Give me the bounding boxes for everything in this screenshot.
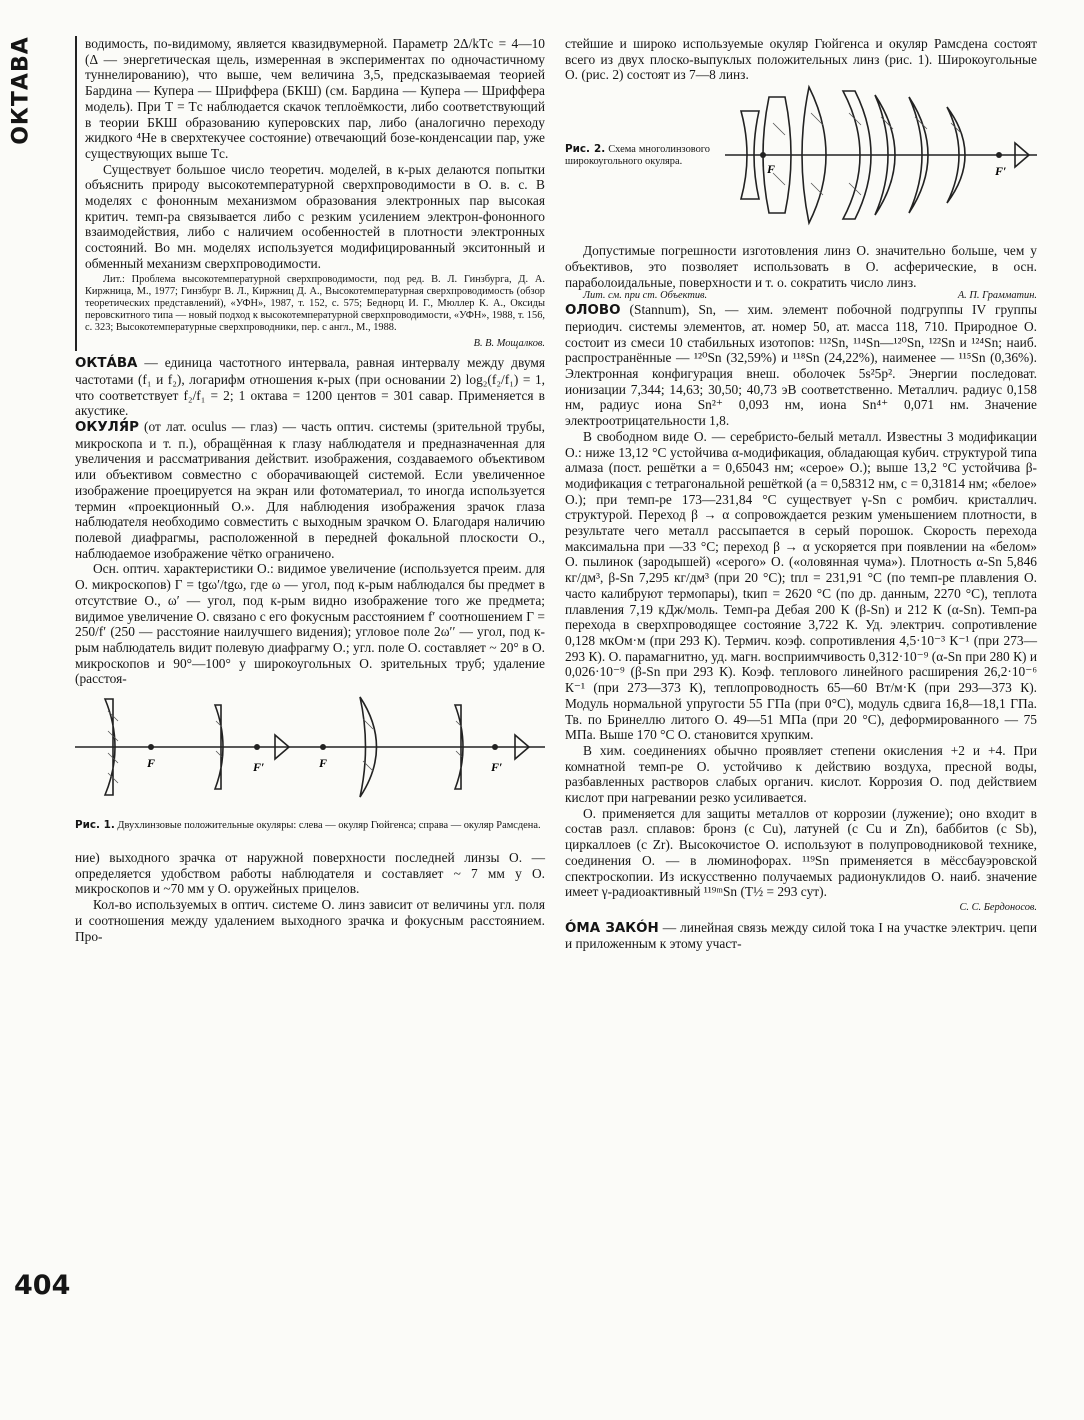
eyepieces-diagram	[75, 691, 545, 819]
focus-label: F′	[995, 164, 1007, 179]
literature: Лит. см. при ст. Объектив.	[583, 290, 708, 302]
figure-caption: Рис. 2. Схема многолинзового широкоугольного окуляра.	[565, 143, 710, 168]
entry-body: (от лат. oculus — глаз) — часть оптич. системы (зрительной трубы, микроскопа и т. п.), обращённая к глазу наблюдателя и предназначенная для увеличения и рассматривания действит. изображения, создаваемого объективом или объективом совместно с оборачивающей системой. Если увеличенное изображение проецируется на экран или фотоматериал, то иногда используется термин «проекционный О.». Для наблюдения изображения зрачок глаза наблюдателя необходимо совместить с выходным зрачком О. Благодаря наличию полевой диафрагмы, расположенной в передней фокальной плоскости О., наблюдаемое изображение чётко ограничено.	[75, 419, 545, 561]
ref-block	[75, 36, 545, 351]
entry-headword: ОЛОВО	[565, 303, 621, 319]
entry-body: — линейная связь между силой тока I на участке электрич. цепи и приложенным к этому участ-	[565, 919, 1037, 952]
entry-body: (Stannum), Sn, — хим. элемент побочной подгруппы IV группы периодич. системы элементов, ат. номер 50, ат. масса 118, 710. Природное О. состоит из смеси 10 стабильных изотопов: ¹¹²Sn, ¹¹⁴Sn—¹²⁰Sn, ¹²²Sn и ¹²⁴Sn; наиб. распространённые — ¹²⁰Sn (32,59%) и ¹¹⁸Sn (24,22%), наименее — ¹¹⁵Sn (0,36%). Электронная конфигурация внеш. оболочек 5s²5p². Энергии последоват. ионизации 7,344; 14,63; 30,50; 40,73 эВ соответственно. Металлич. радиус 0,158 нм, радиус иона Sn²⁺ 0,093 нм, иона Sn⁴⁺ 0,071 нм. Значение электроотрицательности 1,8.	[565, 302, 1037, 429]
literature: Лит.: Проблема высокотемпературной сверхпроводимости, под ред. В. Л. Гинзбурга, Д. А. Киржница, М., 1977; Гинзбург В. Л., Киржниц Д. А., Высокотемпературная сверхпроводимость (обзор теоретических представлений), «УФН», 1987, т. 152, с. 575; Беднорц И. Г., Мюллер К. А., Оксиды перовскитного типа — новый подход к высокотемпературной сверхпроводимости, «УФН», 1988, т. 156, с. 323; Высокотемпературные сверхпроводники, пер. с англ., М., 1988.	[85, 273, 545, 333]
wide-angle-eyepiece-diagram	[725, 83, 1037, 233]
author-signature: А. П. Грамматин.	[957, 290, 1037, 302]
entry-headword: ОКТÁВА	[75, 356, 138, 372]
paragraph: В свободном виде О. — серебристо-белый металл. Известны 3 модификации О.: ниже 13,12 °С устойчива α-модификация, обладающая кубич. структурой типа алмаза (пост. решётки a = 0,65043 нм; «серое» О.); выше 13,2 °С устойчива β-модификация с тетрагональной решёткой (a = 0,58312 нм, c = 0,31814 нм; «белое» О.); при темп-ре 173—231,84 °С существует γ-Sn с ромбич. кристаллич. структурой. Переход β → α сопровождается резким уменьшением плотности, в результате чего металл рассыпается в серый порошок. Скорость перехода максимальна при —33 °С; переход β → α ускоряется при появлении на «белом» О. пылинок (зародышей) «серого» О. («оловянная чума»). Плотность α-Sn 5,846 кг/дм³, β-Sn 7,295 кг/дм³ (при 20 °С); tпл = 231,91 °С (по темп-ре плавления О. часто калибруют термопары), tкип = 2620 °С (по др. данным, 2270 °С), теплота плавления 7,19 кДж/моль. Темп-ра Дебая 200 К (β-Sn) и 212 К (α-Sn). Темп-ра перехода в сверхпроводящее состояние 3,722 К. Уд. электрич. сопротивление 0,128 мкОм·м (при 293 К). Термич. коэф. сопротивления 4,5·10⁻³ К⁻¹ (при 273—293 К). О. парамагнитно, уд. магн. восприимчивость 0,312·10⁻⁹ (α-Sn при 280 К) и 0,026·10⁻⁹ (β-Sn при 293 К). Коэф. теплового линейного расширения 26,2·10⁻⁶ К⁻¹ (при 273—373 К), теплопроводность 65—60 Вт/м·К (при 293—373 К). Модуль нормальной упругости 55 ГПа (при 0°С), модуль сдвига 16,8—18,1 ГПа. Тв. по Бринеллю литого О. 49—51 МПа (при 20 °С), деформированного — 75 МПа. Выше 170 °С О. становится хрупким.	[565, 428, 1037, 743]
entry-headword: ОКУЛЯ́Р	[75, 420, 139, 436]
focus-label: F	[319, 756, 328, 771]
focus-label: F	[767, 162, 776, 177]
figure-2	[565, 83, 1037, 233]
paragraph: ние) выходного зрачка от наружной поверхности последней линзы О. — определяется удобством работы наблюдателя и составляет ~ 7 мм у О. микроскопов и ~70 мм у О. оружейных прицелов.	[75, 850, 545, 897]
paragraph: Существует большое число теоретич. моделей, в к-рых делаются попытки объяснить природу высокотемпературной сверхпроводимости в О. в. с. В моделях с фононным механизмом образования электронных пар высокая критич. темп-ра связывается либо с резким усилением электрон-фононного взаимодействия, либо с наличием особенностей в плотности электронных состояний. Во мн. моделях используется модифицированный экситонный и обменный механизм сверхпроводимости.	[85, 161, 545, 271]
page-number: 404	[14, 1270, 71, 1301]
author-signature: В. В. Мощалков.	[473, 337, 545, 349]
figure-caption: Рис. 1. Двухлинзовые положительные окуляры: слева — окуляр Гюйгенса; справа — окуляр Рамсдена.	[75, 819, 541, 832]
paragraph: Осн. оптич. характеристики О.: видимое увеличение (используется преим. для О. микроскопов) Г = tgω′/tgω, где ω — угол, под к-рым наблюдался бы предмет в отсутствие О., ω′ — угол, под к-рым видно изображение того же предмета; видимое увеличение О. связано с его фокусным расстоянием f′ соотношением Г = 250/f′ (250 — расстояние наилучшего видения); угловое поле 2ω′′ — угол, под к-рым наблюдатель видит полевую диафрагму О.; угл. поле О. составляет ~ 20° в О. микроскопов и 90°—100° у широкоугольных О. зрительных труб; удаление (расстоя-	[75, 561, 545, 687]
entry-headword: ÓМА ЗАКÓН	[565, 920, 659, 936]
entry-body: — единица частотного интервала, равная интервалу между двумя частотами (f₁ и f₂), логарифм отношения к-рых (при основании 2) log₂(f₂/f₁) = 1, что соответствует f₂/f₁ = 2; 1 октава = 1200 центов = 301 савар. Применяется в акустике.	[75, 355, 545, 419]
right-column	[565, 36, 1037, 952]
author-signature: С. С. Бердоносов.	[959, 901, 1037, 913]
paragraph: О. применяется для защиты металлов от коррозии (лужение); оно входит в состав разл. сплавов: бронз (с Cu), латуней (с Cu и Zn), баббитов (с Sb), циркаллоев (с Zr). Высокочистое О. используют в полупроводниковой технике, соединения О. — в люминофорах. ¹¹⁹Sn применяется в мёссбауэровской спектроскопии. Из искусственно получаемых радионуклидов О. наиб. значение имеет γ-радиоактивный ¹¹⁹ᵐSn (T½ = 293 сут).	[565, 805, 1037, 900]
focus-label: F	[147, 756, 156, 771]
figure-1	[75, 691, 545, 819]
focus-label: F′	[253, 760, 265, 775]
paragraph: водимость, по-видимому, является квазидвумерной. Параметр 2Δ/kTс = 4—10 (Δ — энергетическая щель, измеренная в экспериментах по одночастичному туннелированию), что выше, чем величина 3,5, предсказываемая теорией Бардина — Купера — Шриффера (БКШ) (см. Бардина — Купера — Шриффера модель). При T = Tс наблюдается скачок теплоёмкости, либо соответствующий в теории БКШ образованию куперовских пар, либо (аналогично переходу жидкого ⁴Не в сверхтекучее состояние) отвечающий бозе-конденсации пар, уже существующих выше Tс.	[85, 36, 545, 161]
paragraph: Допустимые погрешности изготовления линз О. значительно больше, чем у объективов, это позволяет использовать в О. асферические, в осн. параболоидальные, поверхности и т. о. сократить число линз.	[565, 243, 1037, 290]
paragraph: Кол-во используемых в оптич. системе О. линз зависит от величины угл. поля и соотношения между удалением выходного зрачка и фокусным расстоянием. Про-	[75, 897, 545, 944]
left-column	[75, 36, 545, 944]
running-head: ОКТАВА	[8, 36, 34, 145]
paragraph: В хим. соединениях обычно проявляет степени окисления +2 и +4. При комнатной темп-ре О. устойчиво к действию воздуха, пресной воды, разбавленных растворов слабых органич. кислот. Коррозия О. под действием кислот при нагревании резко усиливается.	[565, 742, 1037, 806]
paragraph: стейшие и широко используемые окуляр Гюйгенса и окуляр Рамсдена состоят всего из двух плоско-выпуклых положительных линз (рис. 1). Широкоугольные О. (рис. 2) состоят из 7—8 линз.	[565, 36, 1037, 83]
focus-label: F′	[491, 760, 503, 775]
